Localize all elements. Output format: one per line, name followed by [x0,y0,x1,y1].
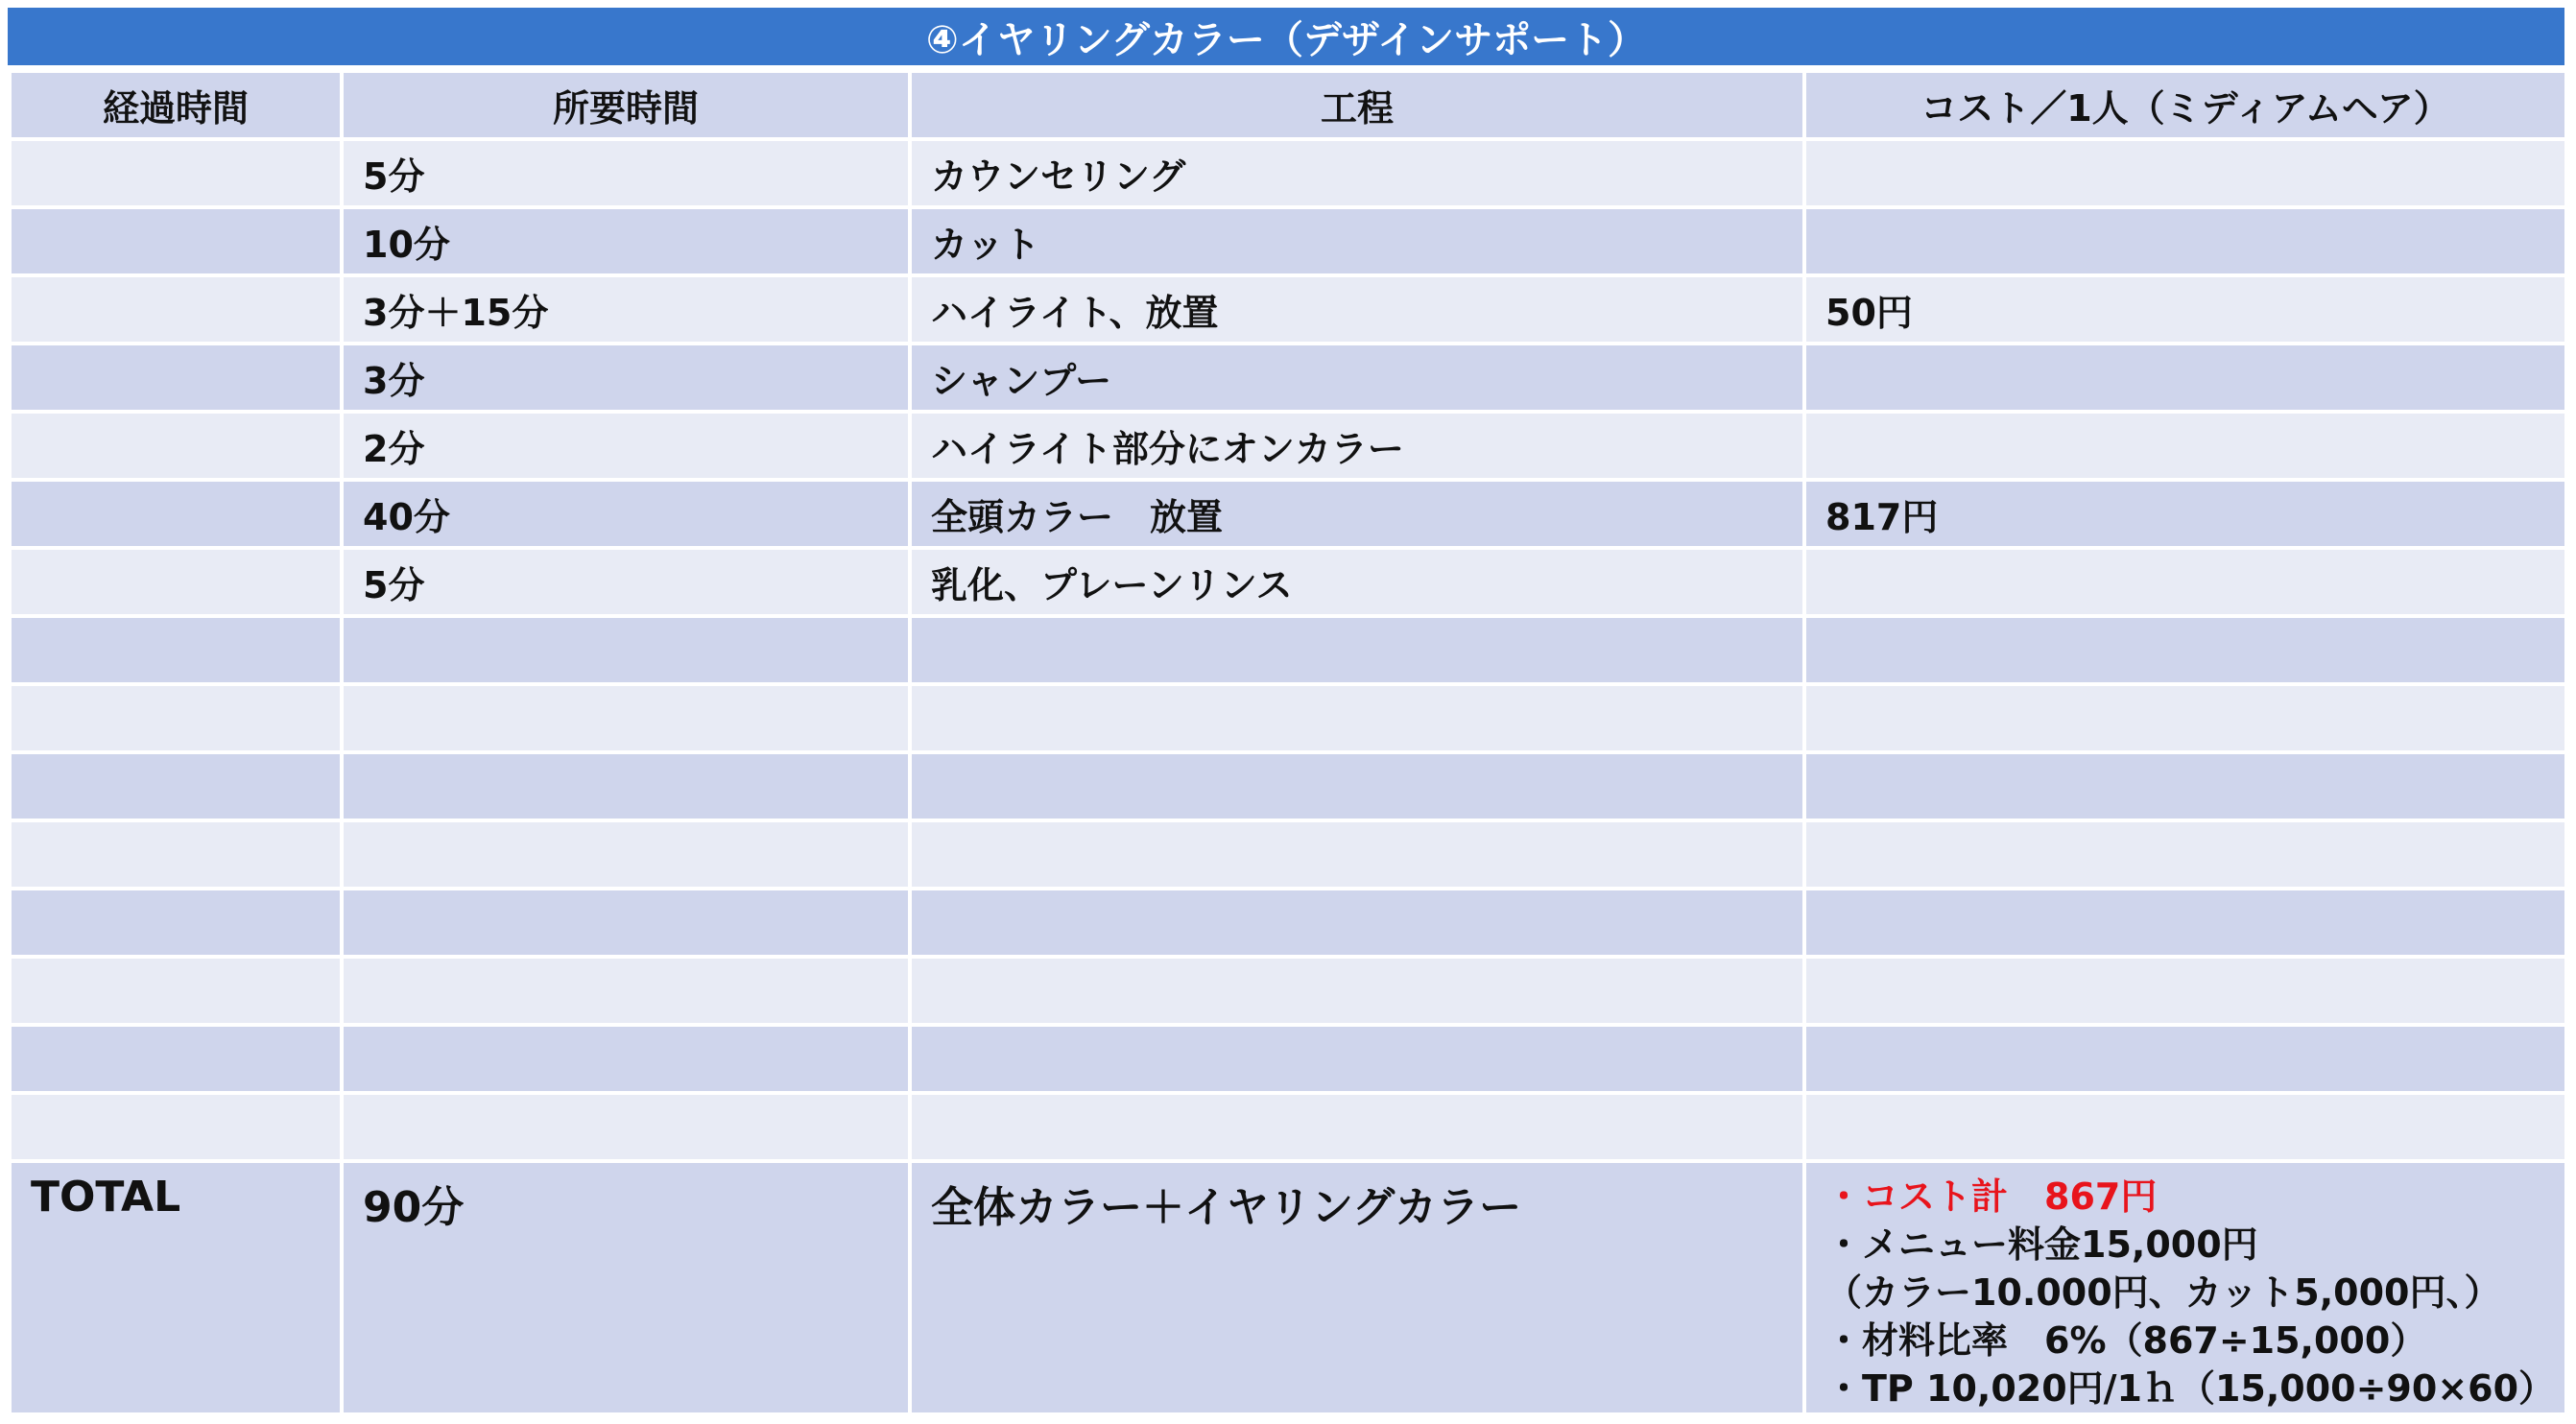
note-line: ・TP 10,020円/1ｈ（15,000÷90×60） [1825,1367,2556,1410]
cell-cost [1804,207,2566,275]
cell-elapsed-time [10,889,342,957]
cell-required-time: 3分 [342,344,910,412]
cell-required-time [342,889,910,957]
total-row [10,1161,2566,1414]
cell-process [910,684,1804,752]
table-row [10,344,2566,412]
cell-process: 乳化、プレーンリンス [910,548,1804,616]
cell-cost [1804,344,2566,412]
cell-process: ハイライト部分にオンカラー [910,412,1804,480]
cell-elapsed-time [10,1025,342,1093]
note-line: ・コスト計 867円 [1825,1175,2158,1218]
total-label: TOTAL [10,1161,342,1414]
cost-sheet [8,8,2564,1416]
cell-required-time: 40分 [342,480,910,548]
cell-process: ハイライト、放置 [910,275,1804,344]
table-row [10,889,2566,957]
header-elapsed-time: 経過時間 [10,71,342,139]
cell-cost [1804,957,2566,1025]
cell-required-time: 2分 [342,412,910,480]
note-line: ・材料比率 6%（867÷15,000） [1825,1319,2427,1362]
cell-required-time [342,957,910,1025]
cell-elapsed-time [10,752,342,820]
cell-required-time [342,752,910,820]
cell-elapsed-time [10,957,342,1025]
table-row [10,820,2566,889]
table-row [10,548,2566,616]
cell-elapsed-time [10,616,342,684]
cell-required-time [342,1093,910,1161]
note-line: ・メニュー料金15,000円 [1825,1223,2258,1266]
total-duration: 90分 [342,1161,910,1414]
cell-elapsed-time [10,1093,342,1161]
cell-cost [1804,820,2566,889]
cell-process: カット [910,207,1804,275]
cell-elapsed-time [10,548,342,616]
total-notes [1804,1161,2566,1414]
note-line: （カラー10.000円、カット5,000円、） [1825,1271,2501,1314]
cell-elapsed-time [10,684,342,752]
table-row [10,139,2566,207]
table-body [10,139,2566,1161]
cell-process [910,820,1804,889]
cell-process [910,889,1804,957]
cell-process [910,752,1804,820]
cell-elapsed-time [10,139,342,207]
header-process: 工程 [910,71,1804,139]
cell-process: シャンプー [910,344,1804,412]
table-row [10,1025,2566,1093]
header-row [10,71,2566,139]
cell-cost [1804,1025,2566,1093]
table-row [10,684,2566,752]
cell-cost: 50円 [1804,275,2566,344]
cell-cost [1804,616,2566,684]
table-row [10,752,2566,820]
cell-required-time: 5分 [342,139,910,207]
table-row [10,207,2566,275]
cell-elapsed-time [10,344,342,412]
cell-process [910,957,1804,1025]
header-cost: コスト／1人（ミディアムヘア） [1804,71,2566,139]
cell-process: カウンセリング [910,139,1804,207]
cell-cost [1804,889,2566,957]
cell-required-time: 10分 [342,207,910,275]
sheet-title: ④イヤリングカラー（デザインサポート） [8,8,2564,69]
cell-process [910,1093,1804,1161]
cell-elapsed-time [10,412,342,480]
table-row [10,1093,2566,1161]
cell-elapsed-time [10,480,342,548]
cell-required-time: 3分＋15分 [342,275,910,344]
process-table [8,69,2568,1416]
cell-required-time [342,684,910,752]
cell-elapsed-time [10,207,342,275]
cell-cost [1804,1093,2566,1161]
cell-required-time [342,820,910,889]
cost-notes [1825,1173,2556,1412]
table-row [10,957,2566,1025]
table-row [10,616,2566,684]
cell-process: 全頭カラー 放置 [910,480,1804,548]
cell-elapsed-time [10,275,342,344]
cell-elapsed-time [10,820,342,889]
total-process: 全体カラー＋イヤリングカラー [910,1161,1804,1414]
table-row [10,480,2566,548]
cell-cost [1804,412,2566,480]
cell-cost [1804,139,2566,207]
cell-cost [1804,752,2566,820]
cell-cost: 817円 [1804,480,2566,548]
cell-process [910,1025,1804,1093]
cell-required-time: 5分 [342,548,910,616]
cell-required-time [342,1025,910,1093]
header-required-time: 所要時間 [342,71,910,139]
cell-cost [1804,684,2566,752]
table-row [10,412,2566,480]
cell-required-time [342,616,910,684]
table-row [10,275,2566,344]
cell-process [910,616,1804,684]
cell-cost [1804,548,2566,616]
